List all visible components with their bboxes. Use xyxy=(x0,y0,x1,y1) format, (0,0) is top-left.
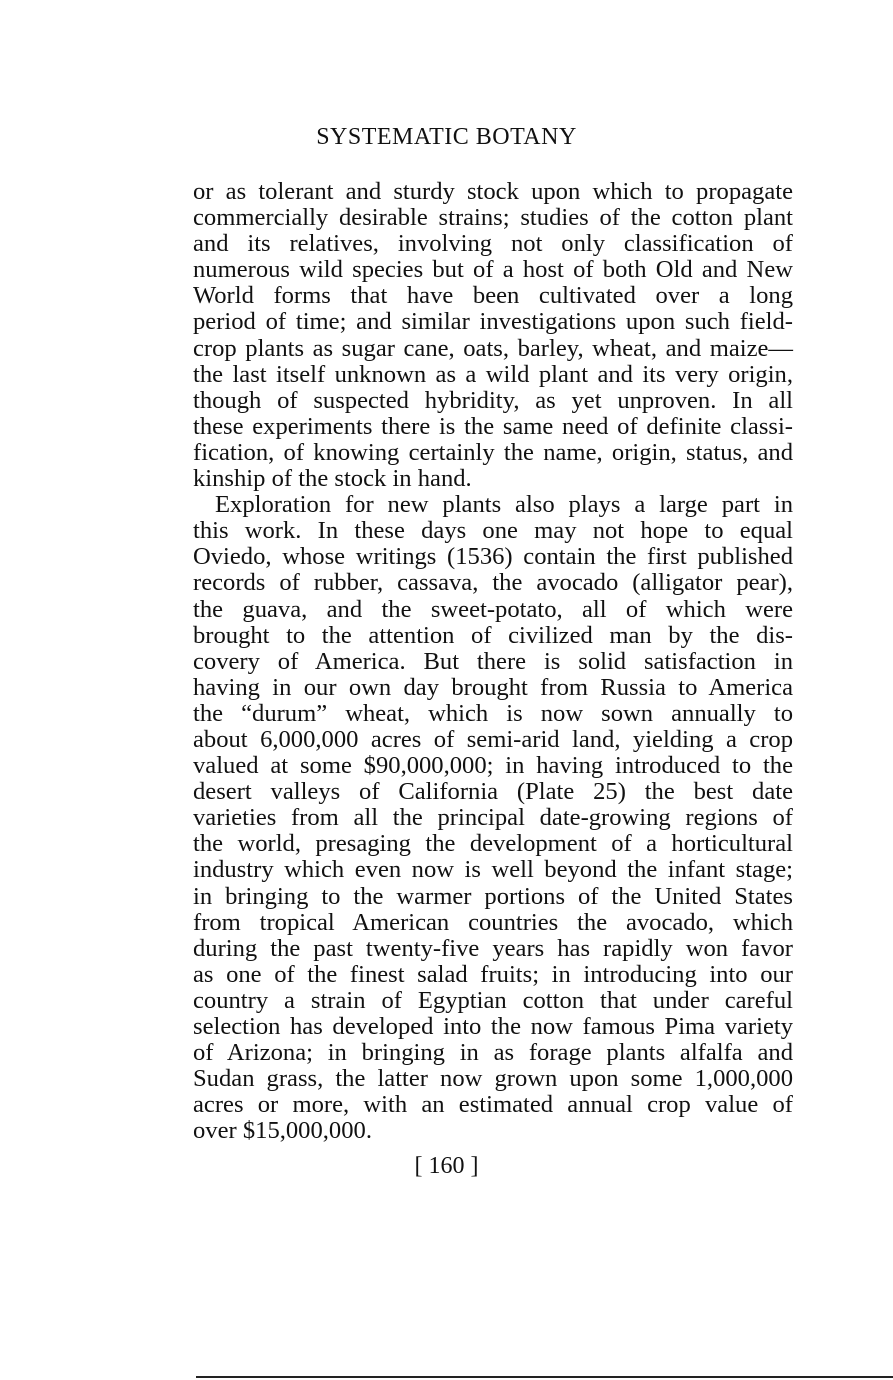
text-line: having in our own day brought from Russia to America xyxy=(193,673,793,701)
page-number: [ 160 ] xyxy=(414,1153,479,1179)
text-line: the world, presaging the development of a horticultural xyxy=(193,830,793,858)
text-line: Oviedo, whose writings (1536) contain the first published xyxy=(193,543,793,571)
text-line: Sudan grass, the latter now grown upon some 1,000,000 xyxy=(193,1065,793,1093)
text-line: desert valleys of California (Plate 25) the best date xyxy=(193,778,793,806)
text-line: the guava, and the sweet-potato, all of which were xyxy=(193,595,793,623)
text-line: records of rubber, cassava, the avocado (alligator pear), xyxy=(193,569,793,597)
paragraph-1 xyxy=(193,179,793,492)
text-line: though of suspected hybridity, as yet unproven. In all xyxy=(193,386,793,414)
text-line: or as tolerant and sturdy stock upon which to propagate xyxy=(193,178,793,205)
text-line: fication, of knowing certainly the name, origin, status, and xyxy=(193,438,793,466)
text-line: about 6,000,000 acres of semi-arid land, yielding a crop xyxy=(193,725,793,753)
text-line: World forms that have been cultivated over a long xyxy=(193,282,793,310)
text-line: of Arizona; in bringing in as forage plants alfalfa and xyxy=(193,1039,793,1067)
running-header: SYSTEMATIC BOTANY xyxy=(316,124,577,150)
text-line: kinship of the stock in hand. xyxy=(193,465,472,493)
text-line: acres or more, with an estimated annual crop value of xyxy=(193,1091,793,1119)
text-line: industry which even now is well beyond the infant stage; xyxy=(193,856,793,884)
text-line: from tropical American countries the avocado, which xyxy=(193,908,793,936)
text-line: commercially desirable strains; studies of the cotton plant xyxy=(193,204,793,232)
text-line: over $15,000,000. xyxy=(193,1117,372,1145)
paragraph-2 xyxy=(193,492,793,1144)
text-line: the last itself unknown as a wild plant and its very origin, xyxy=(193,360,793,388)
text-line: country a strain of Egyptian cotton that under careful xyxy=(193,986,793,1014)
text-line: valued at some $90,000,000; in having introduced to the xyxy=(193,752,793,780)
text-line: varieties from all the principal date-growing regions of xyxy=(193,804,793,832)
text-line: selection has developed into the now famous Pima variety xyxy=(193,1013,793,1040)
text-line: and its relatives, involving not only classification of xyxy=(193,230,793,258)
text-line: covery of America. But there is solid satisfaction in xyxy=(193,647,793,675)
text-line: these experiments there is the same need of definite classi- xyxy=(193,412,793,440)
body-text xyxy=(193,179,793,1144)
text-line: period of time; and similar investigations upon such field- xyxy=(193,308,793,336)
text-line: the “durum” wheat, which is now sown annually to xyxy=(193,699,793,727)
bottom-rule xyxy=(196,1376,893,1378)
text-line: in bringing to the warmer portions of the United States xyxy=(193,882,793,910)
text-line: during the past twenty-five years has rapidly won favor xyxy=(193,934,793,962)
text-line: Exploration for new plants also plays a large part in xyxy=(215,491,793,519)
text-line: crop plants as sugar cane, oats, barley, wheat, and maize— xyxy=(193,334,793,362)
text-line: this work. In these days one may not hope to equal xyxy=(193,517,793,545)
text-line: brought to the attention of civilized man by the dis- xyxy=(193,621,793,649)
text-line: numerous wild species but of a host of both Old and New xyxy=(193,256,793,284)
text-line: as one of the finest salad fruits; in introducing into our xyxy=(193,960,793,988)
